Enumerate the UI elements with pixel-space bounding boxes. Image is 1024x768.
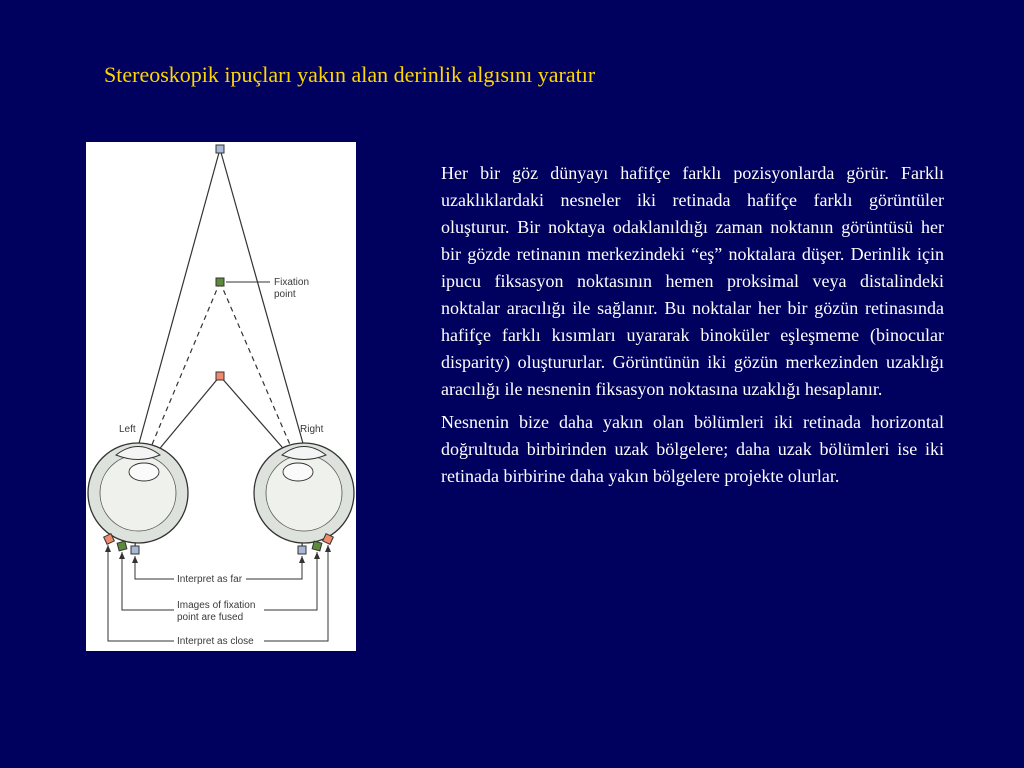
fixation-label-line1: Fixation bbox=[274, 277, 310, 288]
slide-title: Stereoskopik ipuçları yakın alan derinlik algısını yaratır bbox=[104, 62, 596, 87]
fused-label-line1: Images of fixation bbox=[177, 600, 256, 611]
left-retina-fixation-marker bbox=[117, 541, 127, 551]
far-point-marker bbox=[216, 145, 224, 153]
left-eye-label: Left bbox=[119, 424, 136, 435]
fixation-point-marker bbox=[216, 278, 224, 286]
right-retina-far-marker bbox=[298, 546, 306, 554]
right-eye bbox=[254, 443, 354, 543]
binocular-disparity-diagram bbox=[86, 142, 356, 651]
fixation-label-line2: point bbox=[274, 289, 296, 300]
left-eye bbox=[88, 443, 188, 543]
near-point-marker bbox=[216, 372, 224, 380]
right-retina-fixation-marker bbox=[312, 541, 322, 551]
explanation-text bbox=[441, 160, 944, 496]
diagram-svg bbox=[86, 142, 356, 651]
paragraph-disparity: Her bir göz dünyayı hafifçe farklı pozisyonlarda görür. Farklı uzaklıklardaki nesneler iki retinada hafifçe farklı görüntüler oluşturur. Bir noktaya odaklanıldığı zaman noktanın görüntüsü her bir gözde retinanın merkezindeki “eş” noktalara düşer. Derinlik için ipucu fiksasyon noktasının hemen proksimal veya distalindeki noktalar aracılığı ile sağlanır. Bu noktalar her bir gözün retinasında hafifçe farklı kısımları uyararak binoküler eşleşmeme (binocular disparity) oluştururlar. Görüntünün iki gözün merkezinden uzaklığı aracılığı ile nesnenin fiksasyon noktasına uzaklığı hesaplanır. bbox=[441, 163, 944, 399]
interpret-close-label: Interpret as close bbox=[177, 636, 254, 647]
interpretation-connectors bbox=[108, 545, 328, 641]
right-eye-label: Right bbox=[300, 424, 324, 435]
interpret-far-label: Interpret as far bbox=[177, 574, 243, 585]
fused-label-line2: point are fused bbox=[177, 612, 244, 623]
left-retina-far-marker bbox=[131, 546, 139, 554]
paragraph-projection: Nesnenin bize daha yakın olan bölümleri iki retinada horizontal doğrultuda birbirinden uzak bölgelere; daha uzak bölümleri ise iki retinada birbirine daha yakın bölgelere projekte olurlar. bbox=[441, 412, 944, 486]
